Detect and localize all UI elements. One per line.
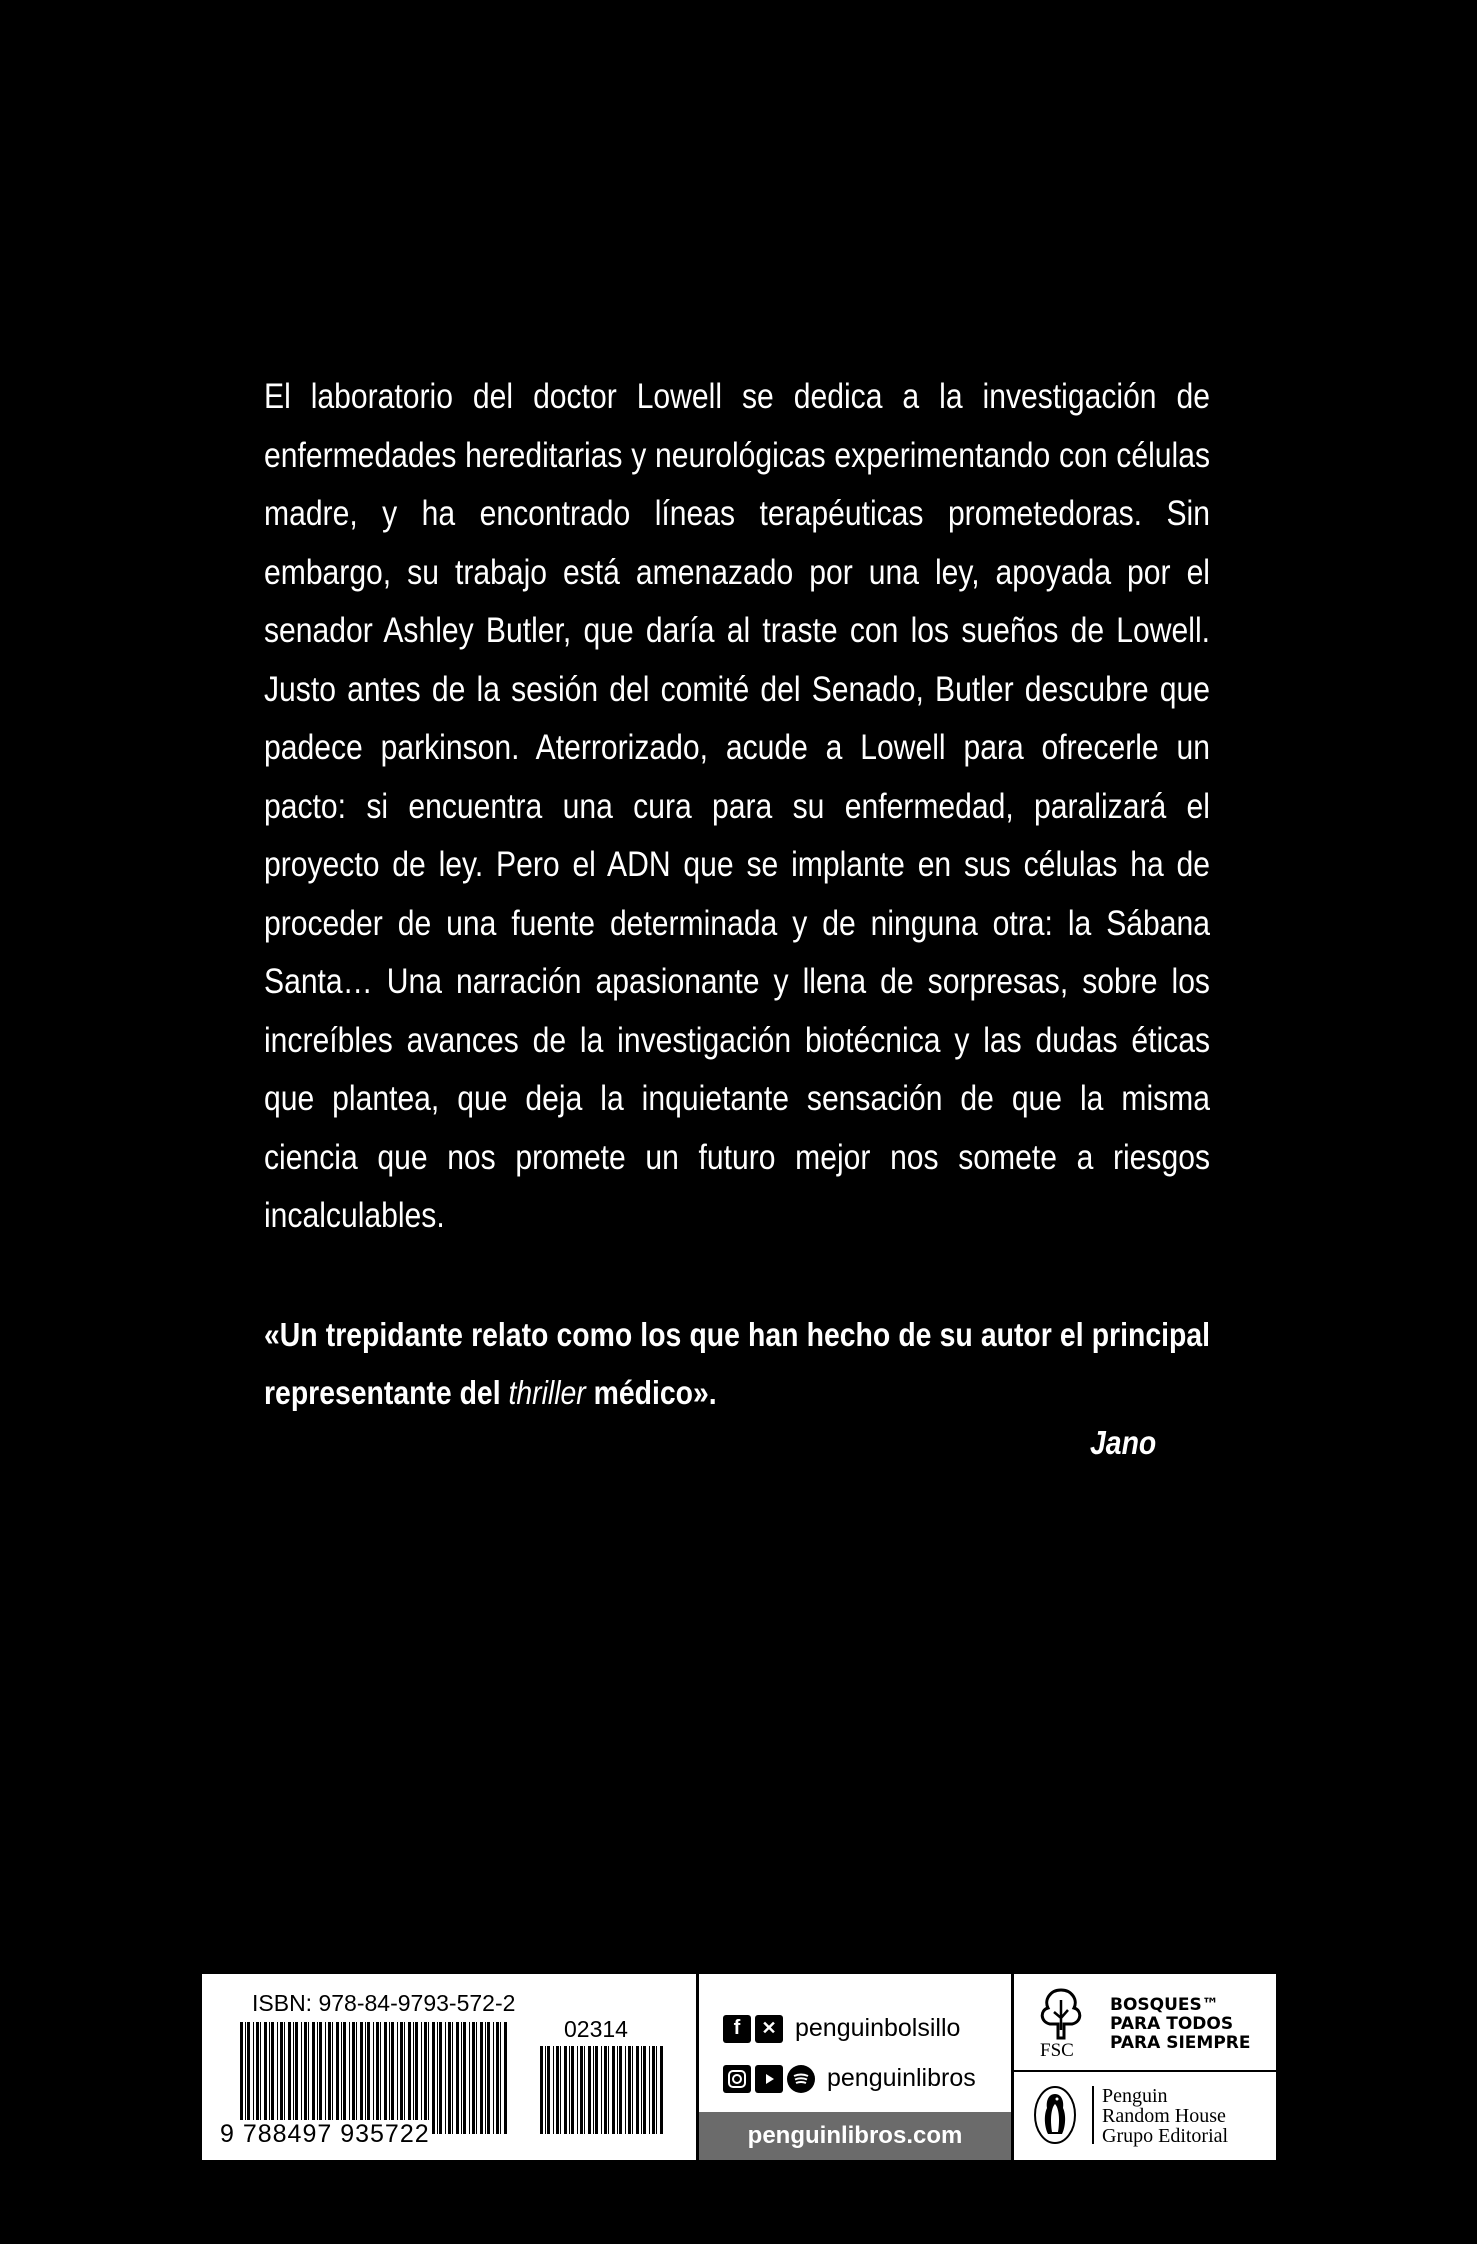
barcode-bar [540, 2046, 543, 2134]
barcode-bar [604, 2046, 607, 2134]
barcode-bar [408, 2022, 411, 2134]
barcode-bar [384, 2022, 387, 2134]
publisher-name [1102, 2086, 1228, 2146]
press-quote [264, 1306, 1210, 1422]
barcode-bar [439, 2022, 442, 2134]
barcode-bar [625, 2046, 626, 2134]
barcode-bar [240, 2022, 243, 2134]
barcode-bar [636, 2046, 639, 2134]
quote-emphasis: thriller [508, 1374, 586, 1411]
barcode-bar [288, 2022, 291, 2134]
barcode-bar [428, 2022, 429, 2134]
publisher-line2: Random House [1102, 2105, 1226, 2127]
social-row-libros [723, 2064, 976, 2093]
barcode-bar [628, 2046, 631, 2134]
fsc-line1: BOSQUES™ [1110, 1995, 1219, 2015]
barcode-bar [463, 2022, 466, 2134]
barcode-bar [280, 2022, 283, 2134]
barcode-bar [343, 2022, 346, 2134]
barcode-bar [332, 2022, 333, 2134]
fsc-label: FSC [1040, 2040, 1074, 2061]
barcode-bar [380, 2022, 381, 2134]
barcode-bar [277, 2022, 278, 2134]
barcode-bar [245, 2022, 246, 2134]
isbn-label: ISBN: 978-84-9793-572-2 [252, 1990, 516, 2016]
barcode-bar [284, 2022, 285, 2134]
ean-digits: 9 788497 935722 [220, 2120, 430, 2148]
barcode-bar [487, 2022, 490, 2134]
barcode-bar [612, 2046, 615, 2134]
barcode-bar [356, 2022, 357, 2134]
barcode-bar [480, 2022, 483, 2134]
barcode-bar [472, 2022, 475, 2134]
barcode-bar [404, 2022, 405, 2134]
barcode-bar [325, 2022, 326, 2134]
barcode-bar [253, 2022, 254, 2134]
quote-attribution: Jano [1090, 1424, 1157, 1461]
barcode-bar [336, 2022, 339, 2134]
barcode-bar [456, 2022, 459, 2134]
barcode-bar [553, 2046, 554, 2134]
publisher-line1: Penguin [1102, 2085, 1168, 2107]
publisher-divider [1092, 2086, 1094, 2144]
barcode-bar [295, 2022, 298, 2134]
barcode-bar [485, 2022, 486, 2134]
social-panel [699, 1974, 1011, 2160]
fsc-logo [1014, 1974, 1276, 2070]
barcode-bar [571, 2046, 574, 2134]
barcode-bar [264, 2022, 267, 2134]
barcode-bar [445, 2022, 446, 2134]
barcode-bar [397, 2022, 398, 2134]
barcode-bar [432, 2022, 435, 2134]
barcode-bar [500, 2022, 501, 2134]
barcode-bar [584, 2046, 585, 2134]
x-icon: ✕ [755, 2015, 783, 2043]
penguin-icon [1032, 2084, 1078, 2146]
barcode-bar [608, 2046, 609, 2134]
barcode-bar [319, 2022, 322, 2134]
barcode-bar [376, 2022, 379, 2134]
barcode-bar [256, 2022, 259, 2134]
barcode-bar [476, 2022, 477, 2134]
barcode-bar [293, 2022, 294, 2134]
barcode-bar [269, 2022, 270, 2134]
barcode-bar [641, 2046, 642, 2134]
barcode-bar [341, 2022, 342, 2134]
barcode-bar [577, 2046, 578, 2134]
barcode-bar [649, 2046, 650, 2134]
barcode-bar [437, 2022, 438, 2134]
barcode-bar [317, 2022, 318, 2134]
barcode-bar [496, 2022, 499, 2134]
barcode-bar [271, 2022, 274, 2134]
barcode-bar [545, 2046, 546, 2134]
barcode-bar [652, 2046, 655, 2134]
barcode-bar [389, 2022, 390, 2134]
quote-text-start: «Un trepidante relato como los que han hecho de su autor el principal representante del [264, 1316, 1210, 1411]
barcode-bar [415, 2022, 418, 2134]
barcode-bar [367, 2022, 370, 2134]
social-handle-libros: penguinlibros [827, 2064, 976, 2092]
barcode-bar [349, 2022, 350, 2134]
barcode-bar [560, 2046, 561, 2134]
barcode-bar [400, 2022, 403, 2134]
fsc-tree-icon [1036, 1986, 1086, 2042]
fsc-line3: PARA SIEMPRE [1110, 2033, 1251, 2053]
barcode-bar [660, 2046, 663, 2134]
barcode-bar [617, 2046, 618, 2134]
barcode-bar [391, 2022, 394, 2134]
addon-barcode [538, 2046, 666, 2134]
barcode-bar [301, 2022, 302, 2134]
youtube-icon [755, 2065, 783, 2093]
quote-text-end: médico». [585, 1374, 717, 1411]
publisher-line3: Grupo Editorial [1102, 2125, 1229, 2147]
barcode-bar [601, 2046, 602, 2134]
barcode-bar [421, 2022, 422, 2134]
barcode-bar [328, 2022, 331, 2134]
barcode-bar [312, 2022, 315, 2134]
barcode-bar [632, 2046, 633, 2134]
barcode-bar [569, 2046, 570, 2134]
barcode-bar [360, 2022, 363, 2134]
barcode-bar [556, 2046, 559, 2134]
barcode-bar [424, 2022, 427, 2134]
barcode-bar [260, 2022, 261, 2134]
social-handle-bolsillo: penguinbolsillo [795, 2014, 961, 2042]
barcode-bar [373, 2022, 374, 2134]
fsc-line2: PARA TODOS [1110, 2014, 1234, 2034]
barcode-bar [580, 2046, 583, 2134]
back-cover-blurb: El laboratorio del doctor Lowell se dedica a la investigación de enfermedades hereditarias y neurológicas experimentando con células madre, y ha encontrado líneas terapéuticas prometedoras. Sin embargo, su trabajo está amenazado por una ley, apoyada por el senador Ashley Butler, que daría al traste con los sueños de Lowell. Justo antes de la sesión del comité del Senado, Butler descubre que padece parkinson. Aterrorizado, acude a Lowell para ofrecerle un pacto: si encuentra una cura para su enfermedad, paralizará el proyecto de ley. Pero el ADN que se implante en sus células ha de proceder de una fuente determinada y de ninguna otra: la Sábana Santa… Una narración apasionante y llena de sorpresas, sobre los increíbles avances de la investigación biotécnica y las dudas éticas que plantea, que deja la inquietante sensación de que la misma ciencia que nos promete un futuro mejor nos somete a riesgos incalculables. [264, 377, 1210, 1235]
barcode-bar [461, 2022, 462, 2134]
spotify-icon [787, 2065, 815, 2093]
instagram-icon [723, 2065, 751, 2093]
barcode-bar [493, 2022, 494, 2134]
barcode-bar [308, 2022, 309, 2134]
barcode-bar [593, 2046, 594, 2134]
barcode-bar [365, 2022, 366, 2134]
barcode-bar [595, 2046, 598, 2134]
barcode-bar [547, 2046, 550, 2134]
barcode-bar [452, 2022, 453, 2134]
barcode-bar [588, 2046, 591, 2134]
fsc-slogan [1110, 1996, 1250, 2053]
barcode-bar [448, 2022, 451, 2134]
barcode-bar [619, 2046, 622, 2134]
barcode-panel [202, 1974, 696, 2160]
barcode-bar [413, 2022, 414, 2134]
back-cover-footer [202, 1974, 1276, 2160]
barcode-bar [656, 2046, 657, 2134]
barcode-bar [469, 2022, 470, 2134]
barcode-addon-code: 02314 [564, 2016, 628, 2042]
ean-barcode [238, 2022, 508, 2134]
social-row-bolsillo [723, 2014, 960, 2043]
barcode-bar [564, 2046, 567, 2134]
website-link[interactable]: penguinlibros.com [699, 2112, 1011, 2160]
barcode-bar [304, 2022, 307, 2134]
barcode-bar [352, 2022, 355, 2134]
facebook-icon: f [723, 2015, 751, 2043]
publisher-logo [1014, 2072, 1276, 2160]
barcode-bar [247, 2022, 250, 2134]
barcode-bar [643, 2046, 646, 2134]
barcode-bar [504, 2022, 507, 2134]
